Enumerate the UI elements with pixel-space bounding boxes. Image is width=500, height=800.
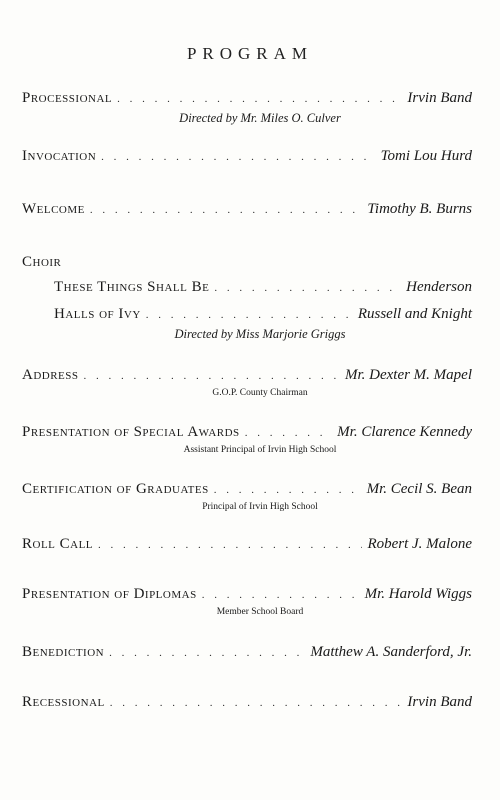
item-performer: Mr. Cecil S. Bean [366, 481, 472, 497]
leader-dots [214, 282, 401, 294]
program-item-diplomas [22, 586, 472, 603]
item-label: Address [22, 367, 79, 383]
program-item-benediction [22, 644, 472, 661]
item-label: Benediction [22, 644, 105, 660]
item-note: G.O.P. County Chairman [212, 388, 308, 398]
choir-note: Directed by Miss Marjorie Griggs [174, 327, 346, 341]
item-performer: Mr. Dexter M. Mapel [344, 367, 472, 383]
program-item-processional [22, 90, 472, 107]
leader-dots [202, 589, 360, 601]
song-title: These Things Shall Be [54, 279, 210, 295]
leader-dots [98, 539, 362, 551]
program-item-roll-call [22, 536, 472, 553]
item-label: Processional [22, 90, 113, 106]
song-title: Halls of Ivy [54, 306, 141, 322]
item-performer: Timothy B. Burns [367, 201, 472, 217]
song-composer: Henderson [406, 279, 472, 295]
choir-heading: Choir [22, 254, 62, 270]
leader-dots [101, 151, 375, 163]
leader-dots [90, 204, 363, 216]
item-label: Roll Call [22, 536, 94, 552]
song-composer: Russell and Knight [357, 306, 472, 322]
program-item-certification [22, 481, 472, 498]
program-item-address [22, 367, 472, 384]
program-item-welcome [22, 201, 472, 218]
item-label: Presentation of Diplomas [22, 586, 197, 602]
item-label: Welcome [22, 201, 85, 217]
item-label: Invocation [22, 148, 97, 164]
item-label: Recessional [22, 694, 105, 710]
choir-song [54, 279, 472, 296]
item-note: Directed by Mr. Miles O. Culver [179, 111, 341, 125]
item-performer: Irvin Band [407, 90, 472, 106]
item-note: Principal of Irvin High School [202, 502, 318, 512]
leader-dots [110, 697, 403, 709]
item-performer: Tomi Lou Hurd [380, 148, 472, 164]
page-title: PROGRAM [186, 44, 314, 63]
leader-dots [146, 309, 353, 321]
program-item-special-awards [22, 424, 472, 441]
item-performer: Robert J. Malone [367, 536, 472, 552]
choir-song [54, 306, 472, 323]
item-note: Member School Board [216, 607, 304, 617]
item-performer: Mr. Harold Wiggs [364, 586, 472, 602]
item-performer: Irvin Band [407, 694, 472, 710]
program-item-recessional [22, 694, 472, 711]
program-item-invocation [22, 148, 472, 165]
item-label: Presentation of Special Awards [22, 424, 240, 440]
item-performer: Matthew A. Sanderford, Jr. [310, 644, 472, 660]
item-note: Assistant Principal of Irvin High School [183, 445, 337, 455]
item-performer: Mr. Clarence Kennedy [337, 424, 472, 440]
leader-dots [84, 370, 340, 382]
leader-dots [214, 484, 362, 496]
leader-dots [117, 93, 402, 105]
leader-dots [109, 647, 305, 659]
leader-dots [245, 427, 332, 439]
item-label: Certification of Graduates [22, 481, 209, 497]
